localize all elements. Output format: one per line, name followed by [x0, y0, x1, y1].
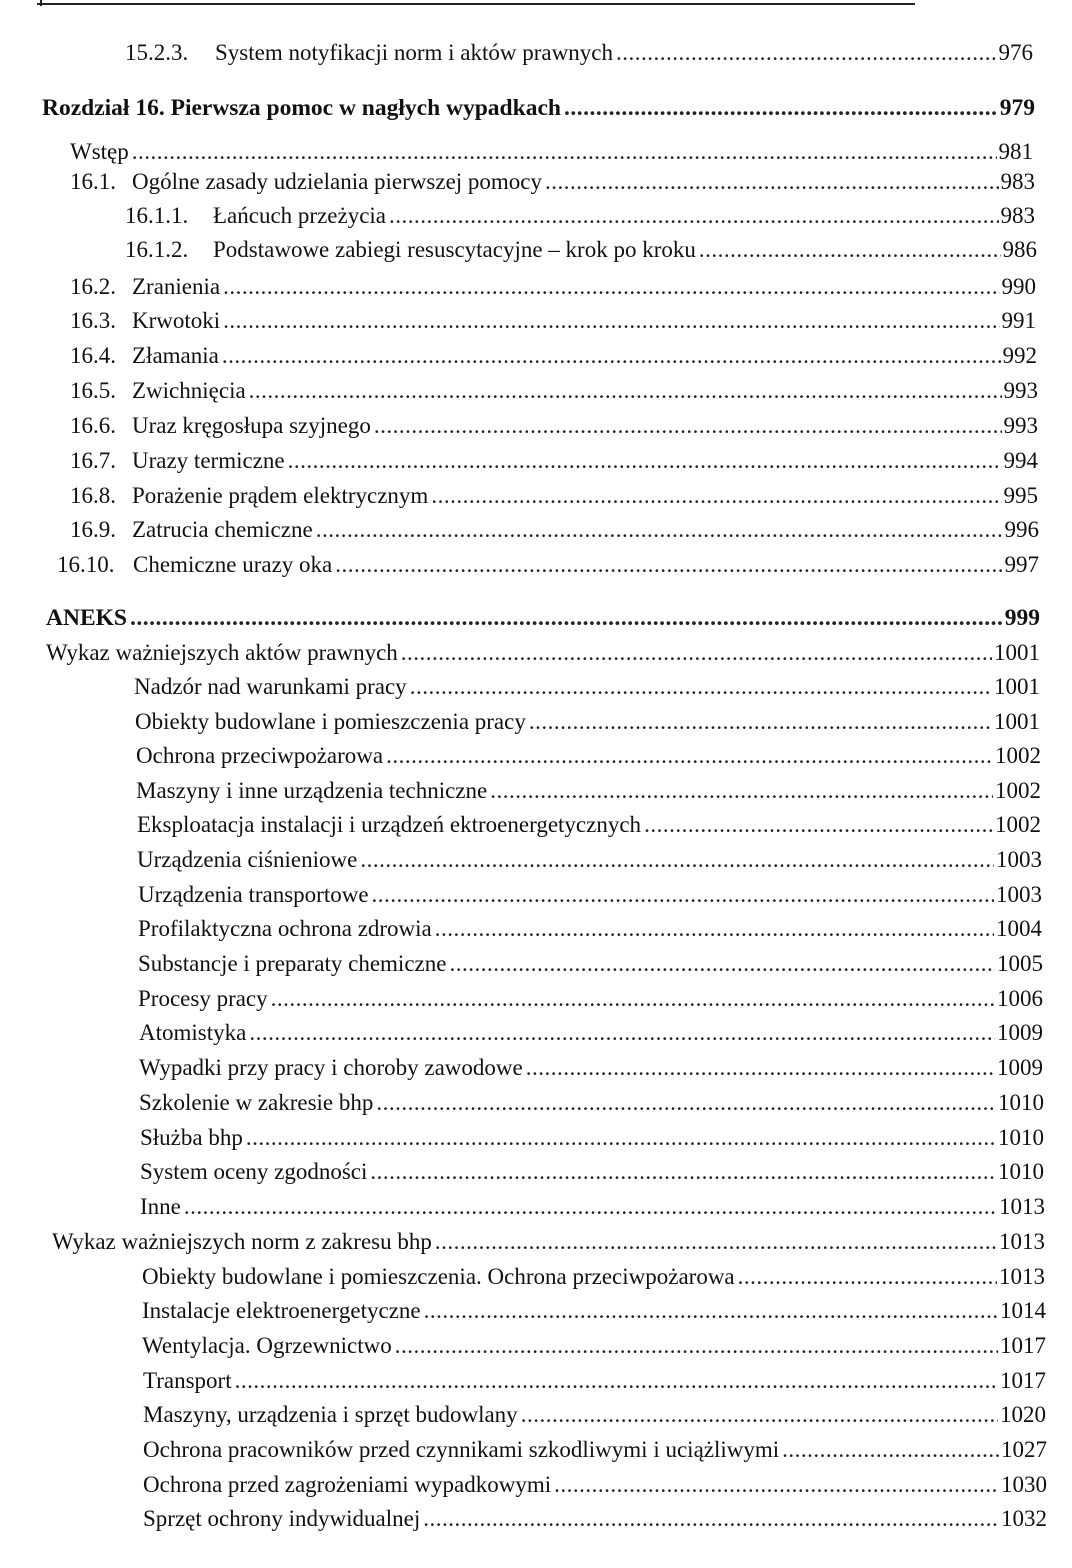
toc-entry: [139, 1088, 1044, 1118]
dot-leader: [529, 707, 992, 737]
toc-entry: [137, 810, 1041, 840]
toc-entry: [70, 411, 1038, 441]
toc-entry-title: Wstęp: [70, 139, 129, 164]
toc-entry: [140, 1157, 1044, 1187]
toc-entry-title: Złamania: [132, 343, 219, 368]
dot-leader: [335, 550, 1002, 580]
toc-entry: [125, 235, 1037, 265]
toc-entry-title: System oceny zgodności: [140, 1159, 368, 1184]
toc-entry: [70, 515, 1039, 545]
toc-entry: [138, 984, 1043, 1014]
toc-entry: [139, 1018, 1043, 1048]
toc-entry-number: 16.9.: [70, 517, 116, 542]
toc-entry-number: 16.1.1.: [125, 203, 189, 228]
dot-leader: [616, 38, 997, 68]
toc-entry-title: Porażenie prądem elektrycznym: [132, 483, 429, 508]
dot-leader: [223, 272, 999, 302]
toc-entry-title: Ochrona pracowników przed czynnikami szkodliwymi i uciążliwymi: [143, 1437, 780, 1462]
dot-leader: [395, 1331, 998, 1361]
toc-entry-number: 16.3.: [70, 308, 116, 333]
toc-entry: [143, 1366, 1046, 1396]
toc-entry: [136, 776, 1041, 806]
toc-entry-title: Urządzenia transportowe: [138, 882, 369, 907]
toc-entry: [46, 638, 1040, 668]
toc-entry-title: Uraz kręgosłupa szyjnego: [132, 413, 371, 438]
dot-leader: [130, 603, 1003, 633]
toc-entry-title: Substancje i preparaty chemiczne: [138, 951, 447, 976]
dot-leader: [222, 341, 1001, 371]
toc-entry-page: 1030: [1001, 1472, 1047, 1497]
toc-entry-title: Ochrona przed zagrożeniami wypadkowymi: [143, 1472, 552, 1497]
dot-leader: [223, 306, 999, 336]
toc-entry-page: 1013: [999, 1194, 1045, 1219]
toc-entry: [140, 1123, 1044, 1153]
toc-entry: [135, 707, 1040, 737]
toc-entry: [70, 481, 1038, 511]
toc-entry-page: 993: [1003, 413, 1038, 438]
toc-entry-title: Sprzęt ochrony indywidualnej: [143, 1506, 421, 1531]
toc-entry-title: Łańcuch przeżycia: [213, 203, 387, 228]
toc-entry: [70, 306, 1036, 336]
toc-entry-page: 1013: [999, 1229, 1045, 1254]
toc-entry: [70, 341, 1037, 371]
toc-entry-title: Obiekty budowlane i pomieszczenia. Ochrona przeciwpożarowa: [142, 1264, 735, 1289]
toc-entry-title: Wentylacja. Ogrzewnictwo: [142, 1333, 392, 1358]
toc-entry: [57, 550, 1039, 580]
toc-entry-number: 16.1.2.: [125, 237, 189, 262]
toc-entry-page: 991: [1001, 308, 1036, 333]
toc-entry-number: 16.5.: [70, 378, 116, 403]
toc-entry-title: Wypadki przy pracy i choroby zawodowe: [139, 1055, 523, 1080]
toc-entry: [125, 38, 1033, 68]
toc-entry-page: 1027: [1001, 1437, 1047, 1462]
toc-entry-title: Inne: [140, 1194, 181, 1219]
dot-leader: [431, 481, 1001, 511]
toc-entry: [138, 914, 1042, 944]
toc-entry-page: 1003: [996, 882, 1042, 907]
toc-entry-page: 996: [1004, 517, 1039, 542]
toc-entry-number: 16.7.: [70, 448, 116, 473]
toc-entry-title: Rozdział 16. Pierwsza pomoc w nagłych wypadkach: [42, 95, 561, 121]
toc-entry: [143, 1504, 1047, 1534]
dot-leader: [564, 93, 998, 123]
dot-leader: [435, 1227, 997, 1257]
dot-leader: [424, 1296, 998, 1326]
toc-entry-title: Profilaktyczna ochrona zdrowia: [138, 916, 432, 941]
dot-leader: [271, 984, 995, 1014]
toc-entry-page: 997: [1004, 552, 1039, 577]
toc-entry: [70, 167, 1035, 197]
dot-leader: [554, 1470, 999, 1500]
toc-entry-title: Instalacje elektroenergetyczne: [142, 1298, 421, 1323]
toc-entry-page: 1003: [996, 847, 1042, 872]
toc-entry-page: 990: [1001, 274, 1036, 299]
dot-leader: [132, 137, 997, 167]
toc-entry-page: 999: [1004, 605, 1040, 631]
dot-leader: [490, 776, 993, 806]
dot-leader: [423, 1504, 999, 1534]
toc-entry-number: 16.1.: [70, 169, 116, 194]
toc-entry-page: 1001: [994, 674, 1040, 699]
dot-leader: [386, 741, 993, 771]
toc-entry-page: 1009: [997, 1020, 1043, 1045]
toc-entry: [70, 137, 1033, 167]
toc-entry: [142, 1262, 1045, 1292]
toc-entry-page: 983: [1000, 169, 1035, 194]
toc-entry-number: 15.2.3.: [125, 40, 189, 65]
toc-entry-title: Krwotoki: [132, 308, 221, 333]
dot-leader: [545, 167, 998, 197]
toc-entry-number: 16.10.: [57, 552, 115, 577]
toc-entry-page: 1032: [1001, 1506, 1047, 1531]
toc-entry-title: Urządzenia ciśnieniowe: [137, 847, 358, 872]
dot-leader: [449, 949, 995, 979]
toc-entry-page: 981: [998, 139, 1033, 164]
toc-entry-number: 16.6.: [70, 413, 116, 438]
toc-entry-title: Szkolenie w zakresie bhp: [139, 1090, 374, 1115]
toc-entry-page: 986: [1002, 237, 1037, 262]
toc-entry: [134, 672, 1040, 702]
toc-entry-title: Maszyny, urządzenia i sprzęt budowlany: [143, 1402, 518, 1427]
toc-entry-page: 1010: [998, 1125, 1044, 1150]
toc-entry-page: 1009: [997, 1055, 1043, 1080]
toc-entry: [143, 1470, 1047, 1500]
toc-entry-page: 1005: [997, 951, 1043, 976]
dot-leader: [410, 672, 992, 702]
toc-entry-page: 1017: [1000, 1333, 1046, 1358]
toc-entry-page: 1014: [1000, 1298, 1046, 1323]
dot-leader: [372, 880, 994, 910]
toc-entry: [125, 201, 1035, 231]
toc-entry-page: 1013: [999, 1264, 1045, 1289]
toc-entry: [142, 1331, 1046, 1361]
toc-entry-title: Urazy termiczne: [132, 448, 285, 473]
toc-entry-page: 992: [1002, 343, 1037, 368]
toc-entry-page: 1006: [997, 986, 1043, 1011]
toc-entry: [46, 603, 1040, 633]
toc-entry: [142, 1296, 1046, 1326]
toc-entry-title: Maszyny i inne urządzenia techniczne: [136, 778, 488, 803]
toc-entry: [70, 446, 1038, 476]
toc-entry-title: Zwichnięcia: [132, 378, 246, 403]
toc-entry-number: 16.8.: [70, 483, 116, 508]
toc-entry-page: 1020: [1000, 1402, 1046, 1427]
toc-entry: [140, 1192, 1045, 1222]
toc-entry-title: Chemiczne urazy oka: [133, 552, 333, 577]
dot-leader: [389, 201, 998, 231]
toc-entry-page: 1004: [996, 916, 1042, 941]
dot-leader: [435, 914, 994, 944]
toc-entry-number: 16.2.: [70, 274, 116, 299]
toc-entry-title: Zatrucia chemiczne: [132, 517, 313, 542]
toc-entry-page: 1010: [998, 1090, 1044, 1115]
dot-leader: [376, 1088, 996, 1118]
toc-entry: [52, 1227, 1045, 1257]
toc-entry: [138, 880, 1042, 910]
toc-entry-title: Zranienia: [132, 274, 221, 299]
toc-entry-number: 16.4.: [70, 343, 116, 368]
toc-entry-title: Wykaz ważniejszych norm z zakresu bhp: [52, 1229, 432, 1254]
dot-leader: [249, 1018, 995, 1048]
toc-entry-page: 1001: [994, 640, 1040, 665]
toc-entry-page: 1010: [998, 1159, 1044, 1184]
toc-entry: [138, 949, 1043, 979]
toc-entry: [143, 1435, 1047, 1465]
toc-entry-title: ANEKS: [46, 605, 127, 631]
toc-entry-title: Podstawowe zabiegi resuscytacyjne – krok po kroku: [213, 237, 696, 262]
dot-leader: [699, 235, 1001, 265]
toc-entry-title: Obiekty budowlane i pomieszczenia pracy: [135, 709, 526, 734]
dot-leader: [738, 1262, 997, 1292]
toc-entry: [70, 376, 1038, 406]
toc-entry-title: Ochrona przeciwpożarowa: [136, 743, 384, 768]
toc-entry-title: Nadzór nad warunkami pracy: [134, 674, 407, 699]
dot-leader: [374, 411, 1002, 441]
dot-leader: [316, 515, 1003, 545]
dot-leader: [782, 1435, 999, 1465]
dot-leader: [249, 376, 1002, 406]
toc-entry-page: 993: [1003, 378, 1038, 403]
toc-entry-title: Ogólne zasady udzielania pierwszej pomocy: [132, 169, 543, 194]
dot-leader: [288, 446, 1002, 476]
toc-entry: [70, 272, 1036, 302]
toc-entry-page: 976: [998, 40, 1033, 65]
toc-entry-title: System notyfikacji norm i aktów prawnych: [215, 40, 613, 65]
toc-entry: [143, 1400, 1046, 1430]
toc-entry-title: Atomistyka: [139, 1020, 247, 1045]
toc-entry-page: 1002: [995, 743, 1041, 768]
toc-entry-page: 1002: [995, 812, 1041, 837]
toc-entry: [139, 1053, 1043, 1083]
toc-entry-title: Procesy pracy: [138, 986, 268, 1011]
toc-entry-page: 995: [1003, 483, 1038, 508]
dot-leader: [521, 1400, 998, 1430]
dot-leader: [401, 638, 992, 668]
toc-entry-page: 979: [999, 95, 1035, 121]
toc-entry-page: 1017: [1000, 1368, 1046, 1393]
toc-entry-title: Eksploatacja instalacji i urządzeń ektroenergetycznych: [137, 812, 642, 837]
dot-leader: [644, 810, 993, 840]
toc-entry-title: Służba bhp: [140, 1125, 243, 1150]
dot-leader: [184, 1192, 997, 1222]
dot-leader: [360, 845, 994, 875]
toc-entry-title: Wykaz ważniejszych aktów prawnych: [46, 640, 398, 665]
toc-entry: [42, 93, 1035, 123]
dot-leader: [235, 1366, 998, 1396]
dot-leader: [526, 1053, 995, 1083]
toc-entry: [136, 741, 1041, 771]
toc-entry-page: 1002: [995, 778, 1041, 803]
toc-entry-page: 994: [1003, 448, 1038, 473]
toc-entry: [137, 845, 1042, 875]
toc-entry-title: Transport: [143, 1368, 232, 1393]
dot-leader: [246, 1123, 996, 1153]
toc-entry-page: 1001: [994, 709, 1040, 734]
toc-entry-page: 983: [1000, 203, 1035, 228]
dot-leader: [370, 1157, 996, 1187]
